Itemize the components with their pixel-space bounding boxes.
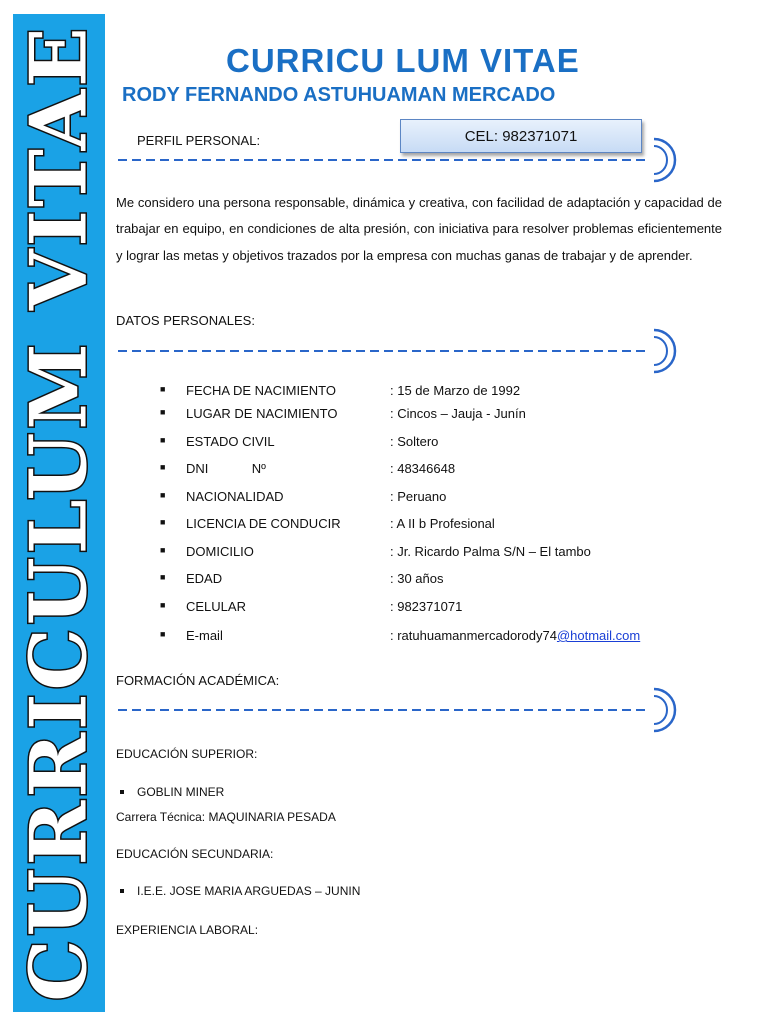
personal-value: : A II b Profesional xyxy=(390,516,495,531)
bullet-icon: ■ xyxy=(160,572,166,582)
phone-box-text: CEL: 982371071 xyxy=(464,127,578,145)
superior-heading: EDUCACIÓN SUPERIOR: xyxy=(116,747,258,761)
personal-label: LUGAR DE NACIMIENTO xyxy=(186,406,338,421)
personal-value: : 30 años xyxy=(390,571,444,586)
bullet-icon: ■ xyxy=(160,545,166,555)
bullet-icon: ■ xyxy=(160,407,166,417)
formacion-heading: FORMACIÓN ACADÉMICA: xyxy=(116,673,280,688)
bullet-icon xyxy=(120,790,124,794)
bullet-icon: ■ xyxy=(160,384,166,394)
personal-value: : 982371071 xyxy=(390,599,463,614)
sidebar-title: CURRICULUM VITAE xyxy=(13,24,105,1002)
personal-label: NACIONALIDAD xyxy=(186,489,284,504)
personal-value: : Cincos – Jauja - Junín xyxy=(390,406,526,421)
bullet-icon: ■ xyxy=(160,629,166,639)
perfil-personal-heading: PERFIL PERSONAL: xyxy=(137,133,261,148)
email-user: : ratuhuamanmercadorody74 xyxy=(390,628,557,643)
personal-label: LICENCIA DE CONDUCIR xyxy=(186,516,341,531)
secundaria-heading: EDUCACIÓN SECUNDARIA: xyxy=(116,847,274,861)
personal-label: CELULAR xyxy=(186,599,246,614)
datos-personales-heading: DATOS PERSONALES: xyxy=(116,313,255,328)
personal-label: EDAD xyxy=(186,571,223,586)
personal-label: DNI Nº xyxy=(186,461,266,476)
personal-value: : 48346648 xyxy=(390,461,456,476)
personal-label: E-mail xyxy=(186,628,223,643)
section-divider xyxy=(116,136,678,186)
profile-paragraph: Me considero una persona responsable, dinámica y creativa, con facilidad de adaptación y capacidad de trabajar en equipo, en condiciones de alta presión, con iniciativa para resolver problemas eficientemente y lograr las metas y objetivos trazados por la empresa con muchas ganas de trabajar y de aprender. xyxy=(116,195,722,263)
candidate-name: RODY FERNANDO ASTUHUAMAN MERCADO xyxy=(122,84,556,106)
email-link[interactable]: @hotmail.com xyxy=(556,628,641,643)
bullet-icon: ■ xyxy=(160,600,166,610)
bullet-icon: ■ xyxy=(160,517,166,527)
personal-value: : Jr. Ricardo Palma S/N – El tambo xyxy=(390,544,591,559)
personal-label: FECHA DE NACIMIENTO xyxy=(186,383,337,398)
personal-value: : Peruano xyxy=(390,489,447,504)
sidebar-banner xyxy=(13,14,105,1012)
personal-value: : 15 de Marzo de 1992 xyxy=(390,383,521,398)
personal-label: ESTADO CIVIL xyxy=(186,434,275,449)
experiencia-heading: EXPERIENCIA LABORAL: xyxy=(116,923,259,937)
bullet-icon xyxy=(120,889,124,893)
page-title: CURRICU LUM VITAE xyxy=(226,42,580,79)
bullet-icon: ■ xyxy=(160,435,166,445)
section-divider xyxy=(116,686,678,736)
carrera-text: Carrera Técnica: MAQUINARIA PESADA xyxy=(116,810,336,824)
personal-value: : Soltero xyxy=(390,434,439,449)
bullet-icon: ■ xyxy=(160,490,166,500)
superior-item: GOBLIN MINER xyxy=(137,785,225,799)
personal-label: DOMICILIO xyxy=(186,544,254,559)
secundaria-item: I.E.E. JOSE MARIA ARGUEDAS – JUNIN xyxy=(137,884,361,898)
personal-value xyxy=(390,628,640,643)
section-divider xyxy=(116,327,678,377)
bullet-icon: ■ xyxy=(160,462,166,472)
